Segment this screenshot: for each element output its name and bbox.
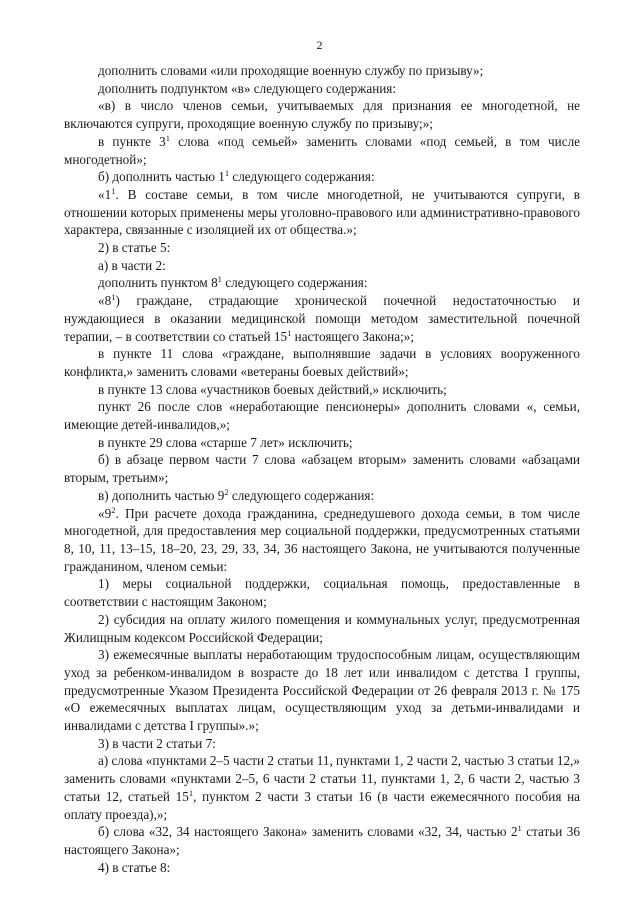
paragraph bbox=[64, 752, 580, 823]
paragraph bbox=[64, 186, 580, 239]
paragraph bbox=[64, 823, 580, 858]
paragraph-text: 2) в статье 5: bbox=[98, 240, 171, 256]
superscript: 1 bbox=[111, 292, 116, 303]
paragraph-text: в пункте 13 слова «участников боевых действий,» исключить; bbox=[98, 381, 447, 397]
paragraph-text: 1) меры социальной поддержки, социальная помощь, предоставленные в соответствии с настоящим Законом; bbox=[64, 576, 580, 610]
superscript: 1 bbox=[165, 132, 170, 143]
paragraph bbox=[64, 505, 580, 576]
paragraph-text: настоящего Закона;»; bbox=[291, 328, 415, 344]
superscript: 2 bbox=[111, 504, 116, 515]
paragraph bbox=[64, 381, 580, 399]
superscript: 1 bbox=[111, 185, 116, 196]
paragraph-text: следующего содержания: bbox=[229, 169, 375, 185]
paragraph-text: в) дополнить частью 9 bbox=[98, 487, 225, 503]
paragraph bbox=[64, 80, 580, 98]
paragraph bbox=[64, 168, 580, 186]
paragraph-text: ) граждане, страдающие хронической почечной недостаточностью и нуждающиеся в оказании медицинской помощи методом заместительной почечной терапии, – в соответствии со статьей 15 bbox=[64, 293, 580, 344]
paragraph-text: дополнить подпунктом «в» следующего содержания: bbox=[98, 80, 397, 96]
paragraph bbox=[64, 97, 580, 132]
paragraph-text: б) слова «32, 34 настоящего Закона» заменить словами «32, 34, частью 2 bbox=[98, 824, 518, 840]
paragraph bbox=[64, 451, 580, 486]
paragraph bbox=[64, 239, 580, 257]
paragraph bbox=[64, 292, 580, 345]
paragraph bbox=[64, 434, 580, 452]
page-number: 2 bbox=[316, 38, 323, 52]
paragraph bbox=[64, 345, 580, 380]
paragraph-text: а) слова «пунктами 2–5 части 2 статьи 11, пунктами 1, 2 части 2, частью 3 статьи 12,» заменить словами «пунктами 2–5, 6 части 2 статьи 11, пунктами 1, 2, 6 части 2, частью 3 статьи 12, статьей 15 bbox=[64, 753, 580, 804]
paragraph-text: статьи 36 настоящего Закона»; bbox=[64, 824, 580, 857]
paragraph-text: слова «под семьей» заменить словами «под семьей, в том числе многодетной»; bbox=[64, 133, 581, 167]
paragraph-text: «9 bbox=[98, 505, 112, 521]
superscript: 1 bbox=[217, 274, 222, 285]
paragraph-text: «в) в число членов семьи, учитываемых для признания ее многодетной, не включаются супруги, проходящие военную службу по призыву;»; bbox=[64, 98, 580, 132]
paragraph-text: 2) субсидия на оплату жилого помещения и коммунальных услуг, предусмотренная Жилищным кодексом Российской Федерации; bbox=[64, 611, 580, 645]
superscript: 1 bbox=[188, 787, 194, 798]
paragraph-text: , пунктом 2 части 3 статьи 16 (в части ежемесячного пособия на оплату проезда),»; bbox=[64, 788, 580, 822]
paragraph bbox=[64, 735, 580, 753]
paragraph-text: в пункте 3 bbox=[98, 133, 166, 149]
superscript: 1 bbox=[287, 327, 292, 338]
paragraph-text: 4) в статье 8: bbox=[98, 859, 171, 875]
paragraph-text: дополнить пунктом 8 bbox=[98, 275, 218, 291]
paragraph bbox=[64, 575, 580, 610]
superscript: 1 bbox=[224, 168, 230, 179]
document-body bbox=[64, 62, 580, 876]
paragraph-text: а) в части 2: bbox=[98, 257, 166, 273]
paragraph-text: следующего содержания: bbox=[221, 275, 368, 291]
paragraph-text: следующего содержания: bbox=[228, 487, 375, 503]
superscript: 1 bbox=[517, 823, 522, 834]
superscript: 2 bbox=[224, 486, 229, 497]
paragraph-text: в пункте 29 слова «старше 7 лет» исключить; bbox=[98, 434, 353, 450]
paragraph-text: б) дополнить частью 1 bbox=[98, 169, 225, 185]
paragraph bbox=[64, 62, 580, 80]
paragraph-text: «1 bbox=[98, 186, 112, 202]
paragraph bbox=[64, 398, 580, 433]
paragraph-text: 3) ежемесячные выплаты неработающим трудоспособным лицам, осуществляющим уход за ребенком-инвалидом в возрасте до 18 лет или инвалидом с детства I группы, предусмотренные Указом Президента Российской Федерации от 26 февраля 2013 г. № 175 «О ежемесячных выплатах лицам, осуществляющим уход за детьми-инвалидами и инвалидами с детства I группы».»; bbox=[64, 647, 580, 734]
paragraph-text: «8 bbox=[98, 293, 112, 309]
paragraph bbox=[64, 274, 580, 292]
paragraph-text: . В составе семьи, в том числе многодетной, не учитываются супруги, в отношении которых применены меры уголовно-правового или административно-правового характера, связанные с изоляцией их от общества.»; bbox=[64, 186, 580, 238]
paragraph bbox=[64, 646, 580, 735]
paragraph bbox=[64, 257, 580, 275]
paragraph-text: б) в абзаце первом части 7 слова «абзацем вторым» заменить словами «абзацами вторым, третьим»; bbox=[64, 452, 580, 486]
paragraph-text: в пункте 11 слова «граждане, выполнявшие задачи в условиях вооруженного конфликта,» заменить словами «ветераны боевых действий»; bbox=[64, 346, 580, 379]
paragraph bbox=[64, 487, 580, 505]
paragraph-text: 3) в части 2 статьи 7: bbox=[98, 735, 216, 751]
paragraph bbox=[64, 611, 580, 646]
paragraph-text: пункт 26 после слов «неработающие пенсионеры» дополнить словами «, семьи, имеющие детей-инвалидов,»; bbox=[64, 399, 580, 433]
paragraph bbox=[64, 133, 580, 168]
paragraph-text: дополнить словами «или проходящие военную службу по призыву»; bbox=[98, 63, 484, 78]
paragraph-text: . При расчете дохода гражданина, среднедушевого дохода семьи, в том числе многодетной, для предоставления мер социальной поддержки, предусмотренных статьями 8, 10, 11, 13–15, 18–20, 23, 29, 33, 34, 36 настоящего Закона, не учитываются полученные гражданином, членом семьи: bbox=[64, 505, 580, 574]
paragraph bbox=[64, 859, 580, 877]
